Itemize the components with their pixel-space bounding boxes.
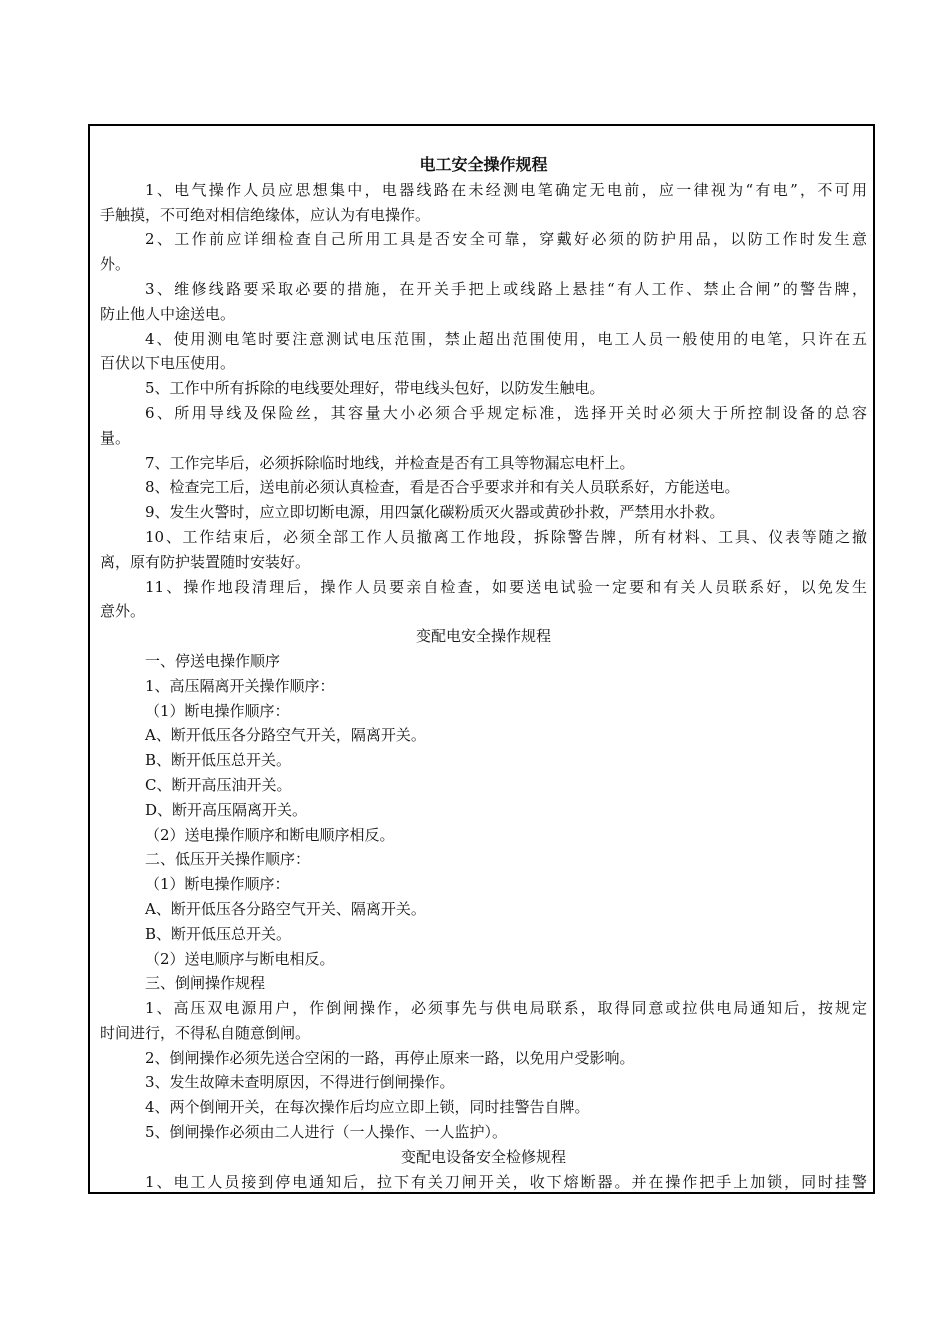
paragraph-line: 手触摸，不可绝对相信绝缘体，应认为有电操作。: [100, 205, 431, 224]
paragraph-line: 1、高压双电源用户，作倒闸操作，必须事先与供电局联系，取得同意或拉供电局通知后，按规定: [145, 999, 867, 1018]
paragraph-line: 3、发生故障未查明原因，不得进行倒闸操作。: [145, 1073, 455, 1092]
paragraph-line: 一、停送电操作顺序: [145, 651, 281, 670]
paragraph-line: 4、两个倒闸开关，在每次操作后均应立即上锁，同时挂警告自牌。: [145, 1098, 590, 1117]
paragraph-line: 二、低压开关操作顺序：: [145, 850, 311, 869]
document-content: [100, 153, 867, 1194]
paragraph-line: 5、倒闸操作必须由二人进行（一人操作、一人监护）。: [145, 1123, 508, 1142]
paragraph-line: 8、检查完工后，送电前必须认真检查，看是否合乎要求并和有关人员联系好，方能送电。: [145, 478, 740, 497]
paragraph-line: 时间进行，不得私自随意倒闸。: [100, 1023, 311, 1042]
paragraph-line: 外。: [100, 255, 131, 274]
paragraph-line: 三、倒闸操作规程: [145, 974, 266, 993]
paragraph-line: A、断开低压各分路空气开关、隔离开关。: [145, 899, 426, 918]
document-body: [100, 178, 867, 1194]
paragraph-line: 3、维修线路要采取必要的措施，在开关手把上或线路上悬挂“有人工作、禁止合闸”的警告牌，: [145, 279, 867, 298]
paragraph-line: 2、倒闸操作必须先送合空闲的一路，再停止原来一路，以免用户受影响。: [145, 1048, 635, 1067]
paragraph-line: 10、工作结束后，必须全部工作人员撤离工作地段，拆除警告牌，所有材料、工具、仪表等随之撤: [145, 527, 867, 546]
paragraph-line: 1、电气操作人员应思想集中，电器线路在未经测电笔确定无电前，应一律视为“有电”，不可用: [145, 180, 867, 199]
section-heading: 变配电设备安全检修规程: [400, 1147, 566, 1166]
paragraph-line: （2）送电操作顺序和断电顺序相反。: [145, 825, 395, 844]
paragraph-line: 量。: [100, 428, 131, 447]
paragraph-line: （2）送电顺序与断电相反。: [145, 949, 335, 968]
paragraph-line: 1、高压隔离开关操作顺序：: [145, 676, 335, 695]
paragraph-line: B、断开低压总开关。: [145, 751, 292, 770]
paragraph-line: 1、电工人员接到停电通知后，拉下有关刀闸开关，收下熔断器。并在操作把手上加锁，同时挂警: [145, 1172, 867, 1191]
paragraph-line: 4、使用测电笔时要注意测试电压范围，禁止超出范围使用，电工人员一般使用的电笔，只许在五: [145, 329, 867, 348]
paragraph-line: 防止他人中途送电。: [100, 304, 236, 323]
document-title: 电工安全操作规程: [419, 155, 548, 174]
paragraph-line: 11、操作地段清理后，操作人员要亲自检查，如要送电试验一定要和有关人员联系好，以免发生: [145, 577, 867, 596]
document-frame: [88, 124, 875, 1194]
paragraph-line: 百伏以下电压使用。: [100, 354, 236, 373]
paragraph-line: 9、发生火警时，应立即切断电源，用四氯化碳粉质灭火器或黄砂扑救，严禁用水扑救。: [145, 503, 725, 522]
section-heading: 变配电安全操作规程: [415, 627, 551, 646]
paragraph-line: D、断开高压隔离开关。: [145, 800, 308, 819]
paragraph-line: 6、所用导线及保险丝，其容量大小必须合乎规定标准，选择开关时必须大于所控制设备的总容: [145, 403, 867, 422]
paragraph-line: 离，原有防护装置随时安装好。: [100, 552, 311, 571]
paragraph-line: B、断开低压总开关。: [145, 924, 292, 943]
paragraph-line: A、断开低压各分路空气开关，隔离开关。: [145, 726, 426, 745]
paragraph-line: 7、工作完毕后，必须拆除临时地线，并检查是否有工具等物漏忘电杆上。: [145, 453, 635, 472]
paragraph-line: （1）断电操作顺序：: [145, 875, 290, 894]
paragraph-line: 5、工作中所有拆除的电线要处理好，带电线头包好，以防发生触电。: [145, 379, 605, 398]
paragraph-line: 2、工作前应详细检查自己所用工具是否安全可靠，穿戴好必须的防护用品，以防工作时发生意: [145, 230, 867, 249]
paragraph-line: （1）断电操作顺序：: [145, 701, 290, 720]
paragraph-line: 意外。: [100, 602, 146, 621]
paragraph-line: C、断开高压油开关。: [145, 775, 292, 794]
